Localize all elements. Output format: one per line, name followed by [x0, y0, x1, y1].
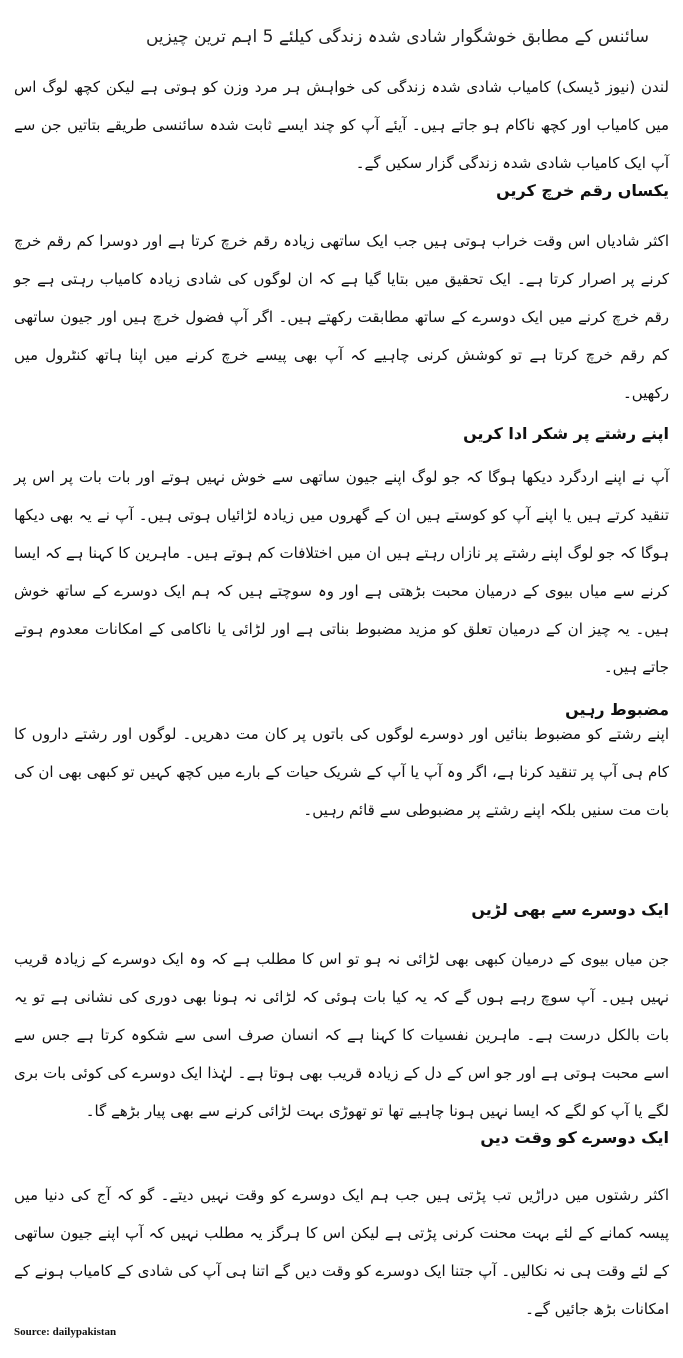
section-heading: مضبوط رہیں — [565, 700, 669, 719]
section-body: اپنے رشتے کو مضبوط بنائیں اور دوسرے لوگوں کی باتوں پر کان مت دھریں۔ لوگوں اور رشتے داروں کا کام ہی آپ پر تنقید کرنا ہے، اگر وہ آپ یا آپ کے شریک حیات کے بارے میں کچھ کہیں تو کبھی بھی ان کی بات مت سنیں بلکہ اپنے رشتے پر مضبوطی سے قائم رہیں۔ — [14, 725, 669, 819]
section-heading: اپنے رشتے پر شکر ادا کریں — [463, 424, 669, 443]
section-body: اکثر رشتوں میں دراڑیں تب پڑتی ہیں جب ہم ایک دوسرے کو وقت نہیں دیتے۔ گو کہ آج کی دنیا میں پیسہ کمانے کے لئے بہت محنت کرنی پڑتی ہے لیکن اس کا ہرگز یہ مطلب نہیں کہ آپ اپنے جیون ساتھی کے لئے وقت ہی نہ نکالیں۔ آپ جتنا ایک دوسرے کو وقت دیں گے اتنا ہی آپ کی شادی کے کامیاب ہونے کے امکانات بڑھ جائیں گے۔ — [14, 1186, 669, 1318]
article — [14, 0, 669, 1358]
section-body: جن میاں بیوی کے درمیان کبھی بھی لڑائی نہ ہو تو اس کا مطلب ہے کہ وہ ایک دوسرے کے زیادہ قریب نہیں ہیں۔ آپ سوچ رہے ہوں گے کہ یہ کیا بات ہوئی کہ لڑائی نہ ہونا بھی دوری کی نشانی ہے تو یہ بات بالکل درست ہے۔ ماہرین نفسیات کا کہنا ہے کہ انسان صرف اسی سے شکوہ کرتا ہے جس سے اسے محبت ہوتی ہے اور جو اس کے دل کے زیادہ قریب بھی ہوتا ہے۔ لہٰذا ایک دوسرے کی کوئی بات بری لگے یا آپ کو لگے کہ ایسا نہیں ہونا چاہیے تھا تو تھوڑی بہت لڑائی کرنے سے بھی پیار بڑھے گا۔ — [14, 950, 669, 1120]
intro-paragraph: لندن (نیوز ڈیسک) کامیاب شادی شدہ زندگی کی خواہش ہر مرد وزن کو ہوتی ہے لیکن کچھ لوگ اس میں کامیاب اور کچھ ناکام ہو جاتے ہیں۔ آیئے آپ کو چند ایسے ثابت شدہ سائنسی طریقے بتاتیں جن سے آپ ایک کامیاب شادی شدہ زندگی گزار سکیں گے۔ — [14, 78, 669, 172]
source-credit: Source: dailypakistan — [14, 1326, 117, 1338]
section-body: اکثر شادیاں اس وقت خراب ہوتی ہیں جب ایک ساتھی زیادہ رقم خرچ کرتا ہے اور دوسرا کم رقم خرچ کرنے پر اصرار کرتا ہے۔ ایک تحقیق میں بتایا گیا ہے کہ ان لوگوں کی شادی زیادہ کامیاب رہتی ہے جو رقم خرچ کرنے میں ایک دوسرے کے ساتھ مطابقت رکھتے ہیں۔ اگر آپ فضول خرچ ہیں اور جیون ساتھی کم رقم خرچ کرتا ہے تو کوشش کرنی چاہیے کہ آپ بھی پیسے خرچ کرنے میں اپنا ہاتھ کنٹرول میں رکھیں۔ — [14, 232, 669, 402]
article-title: سائنس کے مطابق خوشگوار شادی شدہ زندگی کیلئے 5 اہم ترین چیزیں — [145, 27, 649, 47]
section-heading: ایک دوسرے سے بھی لڑیں — [471, 900, 669, 919]
section-heading: یکساں رقم خرچ کریں — [496, 181, 669, 200]
section-heading: ایک دوسرے کو وقت دیں — [480, 1128, 669, 1147]
section-body: آپ نے اپنے اردگرد دیکھا ہوگا کہ جو لوگ اپنے جیون ساتھی سے خوش نہیں ہوتے اور بات بات پر اس پر تنقید کرتے ہیں یا اپنے آپ کو کوستے ہیں ان کے گھروں میں زیادہ لڑائیاں ہوتی ہیں۔ آپ نے یہ بھی دیکھا ہوگا کہ جو لوگ اپنے رشتے پر نازاں رہتے ہیں ان میں اختلافات کم ہوتے ہیں۔ ماہرین کا کہنا ہے کہ ایسا کرنے سے میاں بیوی کے درمیان محبت بڑھتی ہے اور وہ سوچتے ہیں کہ ہم ایک دوسرے کے ساتھ خوش ہیں۔ یہ چیز ان کے درمیان تعلق کو مزید مضبوط بناتی ہے اور لڑائی یا ناکامی کے امکانات معدوم ہوتے جاتے ہیں۔ — [14, 468, 669, 676]
